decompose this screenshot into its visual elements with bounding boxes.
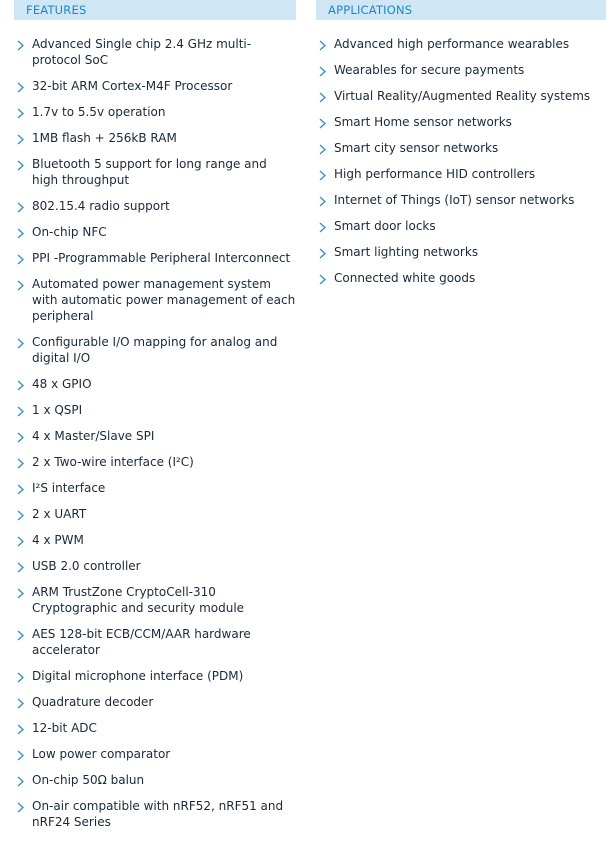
feature-item <box>14 532 296 548</box>
features-header: FEATURES <box>14 0 296 20</box>
feature-item <box>14 798 296 830</box>
feature-item <box>14 198 296 214</box>
application-item <box>316 166 606 182</box>
chevron-right-icon <box>17 134 24 145</box>
chevron-right-icon <box>17 228 24 239</box>
feature-item <box>14 480 296 496</box>
chevron-right-icon <box>319 92 326 103</box>
feature-item-text: Advanced Single chip 2.4 GHz multi-protocol SoC <box>32 37 252 67</box>
feature-item <box>14 428 296 444</box>
feature-item-text: Configurable I/O mapping for analog and digital I/O <box>32 335 278 365</box>
feature-item-text: 2 x UART <box>32 507 87 521</box>
feature-item-text: 1 x QSPI <box>32 403 83 417</box>
chevron-right-icon <box>319 144 326 155</box>
feature-item <box>14 668 296 684</box>
application-item <box>316 244 606 260</box>
application-item-text: Smart Home sensor networks <box>334 115 512 129</box>
application-item <box>316 218 606 234</box>
feature-item-text: 4 x Master/Slave SPI <box>32 429 155 443</box>
feature-item-text: Quadrature decoder <box>32 695 154 709</box>
chevron-right-icon <box>17 510 24 521</box>
chevron-right-icon <box>17 802 24 813</box>
chevron-right-icon <box>17 82 24 93</box>
application-item <box>316 114 606 130</box>
feature-item-text: Low power comparator <box>32 747 171 761</box>
feature-item <box>14 78 296 94</box>
applications-column <box>316 0 606 296</box>
feature-item <box>14 376 296 392</box>
feature-item <box>14 104 296 120</box>
feature-item <box>14 694 296 710</box>
feature-item-text: PPI -Programmable Peripheral Interconnect <box>32 251 291 265</box>
application-item-text: Smart lighting networks <box>334 245 479 259</box>
feature-item-text: Automated power management system with automatic power management of each peripheral <box>32 277 296 323</box>
application-item-text: Virtual Reality/Augmented Reality systems <box>334 89 591 103</box>
feature-item-text: 48 x GPIO <box>32 377 92 391</box>
feature-item-text: 32-bit ARM Cortex-M4F Processor <box>32 79 233 93</box>
application-item <box>316 62 606 78</box>
chevron-right-icon <box>319 222 326 233</box>
chevron-right-icon <box>17 536 24 547</box>
feature-item-text: On-air compatible with nRF52, nRF51 and nRF24 Series <box>32 799 284 829</box>
chevron-right-icon <box>17 280 24 291</box>
application-item <box>316 140 606 156</box>
chevron-right-icon <box>17 562 24 573</box>
application-item-text: Smart door locks <box>334 219 436 233</box>
application-item <box>316 270 606 286</box>
chevron-right-icon <box>17 432 24 443</box>
chevron-right-icon <box>319 196 326 207</box>
chevron-right-icon <box>319 170 326 181</box>
feature-item <box>14 156 296 188</box>
feature-item <box>14 772 296 788</box>
feature-item-text: 12-bit ADC <box>32 721 97 735</box>
feature-item <box>14 334 296 366</box>
chevron-right-icon <box>17 750 24 761</box>
chevron-right-icon <box>17 776 24 787</box>
application-item-text: Wearables for secure payments <box>334 63 525 77</box>
applications-list <box>316 36 606 286</box>
feature-item <box>14 402 296 418</box>
chevron-right-icon <box>17 588 24 599</box>
feature-item <box>14 558 296 574</box>
feature-item <box>14 626 296 658</box>
feature-item <box>14 36 296 68</box>
chevron-right-icon <box>17 160 24 171</box>
application-item-text: Smart city sensor networks <box>334 141 499 155</box>
application-item <box>316 88 606 104</box>
feature-item-text: ARM TrustZone CryptoCell-310 Cryptographic and security module <box>32 585 245 615</box>
feature-item <box>14 250 296 266</box>
feature-item <box>14 506 296 522</box>
features-list <box>14 36 296 830</box>
chevron-right-icon <box>17 630 24 641</box>
feature-item <box>14 224 296 240</box>
chevron-right-icon <box>17 698 24 709</box>
application-item-text: Advanced high performance wearables <box>334 37 570 51</box>
feature-item-text: USB 2.0 controller <box>32 559 141 573</box>
chevron-right-icon <box>319 248 326 259</box>
feature-item <box>14 454 296 470</box>
feature-item-text: 4 x PWM <box>32 533 84 547</box>
features-column <box>14 0 296 840</box>
feature-item-text: 1MB flash + 256kB RAM <box>32 131 177 145</box>
chevron-right-icon <box>17 40 24 51</box>
chevron-right-icon <box>17 458 24 469</box>
chevron-right-icon <box>319 66 326 77</box>
chevron-right-icon <box>17 202 24 213</box>
chevron-right-icon <box>17 484 24 495</box>
feature-item-text: On-chip NFC <box>32 225 107 239</box>
feature-item-text: 802.15.4 radio support <box>32 199 170 213</box>
chevron-right-icon <box>17 406 24 417</box>
chevron-right-icon <box>319 274 326 285</box>
feature-item <box>14 720 296 736</box>
chevron-right-icon <box>319 40 326 51</box>
feature-item-text: On-chip 50Ω balun <box>32 773 145 787</box>
applications-header: APPLICATIONS <box>316 0 606 20</box>
chevron-right-icon <box>17 254 24 265</box>
feature-item <box>14 276 296 324</box>
application-item-text: High performance HID controllers <box>334 167 536 181</box>
application-item-text: Connected white goods <box>334 271 476 285</box>
chevron-right-icon <box>17 380 24 391</box>
feature-item-text: Digital microphone interface (PDM) <box>32 669 244 683</box>
feature-item-text: I²S interface <box>32 481 106 495</box>
feature-item <box>14 584 296 616</box>
feature-item-text: 2 x Two-wire interface (I²C) <box>32 455 194 469</box>
feature-item-text: AES 128-bit ECB/CCM/AAR hardware accelerator <box>32 627 251 657</box>
feature-item <box>14 746 296 762</box>
feature-item-text: Bluetooth 5 support for long range and high throughput <box>32 157 267 187</box>
chevron-right-icon <box>17 672 24 683</box>
chevron-right-icon <box>17 338 24 349</box>
chevron-right-icon <box>319 118 326 129</box>
application-item <box>316 192 606 208</box>
feature-item <box>14 130 296 146</box>
feature-item-text: 1.7v to 5.5v operation <box>32 105 166 119</box>
application-item <box>316 36 606 52</box>
chevron-right-icon <box>17 724 24 735</box>
chevron-right-icon <box>17 108 24 119</box>
application-item-text: Internet of Things (IoT) sensor networks <box>334 193 575 207</box>
